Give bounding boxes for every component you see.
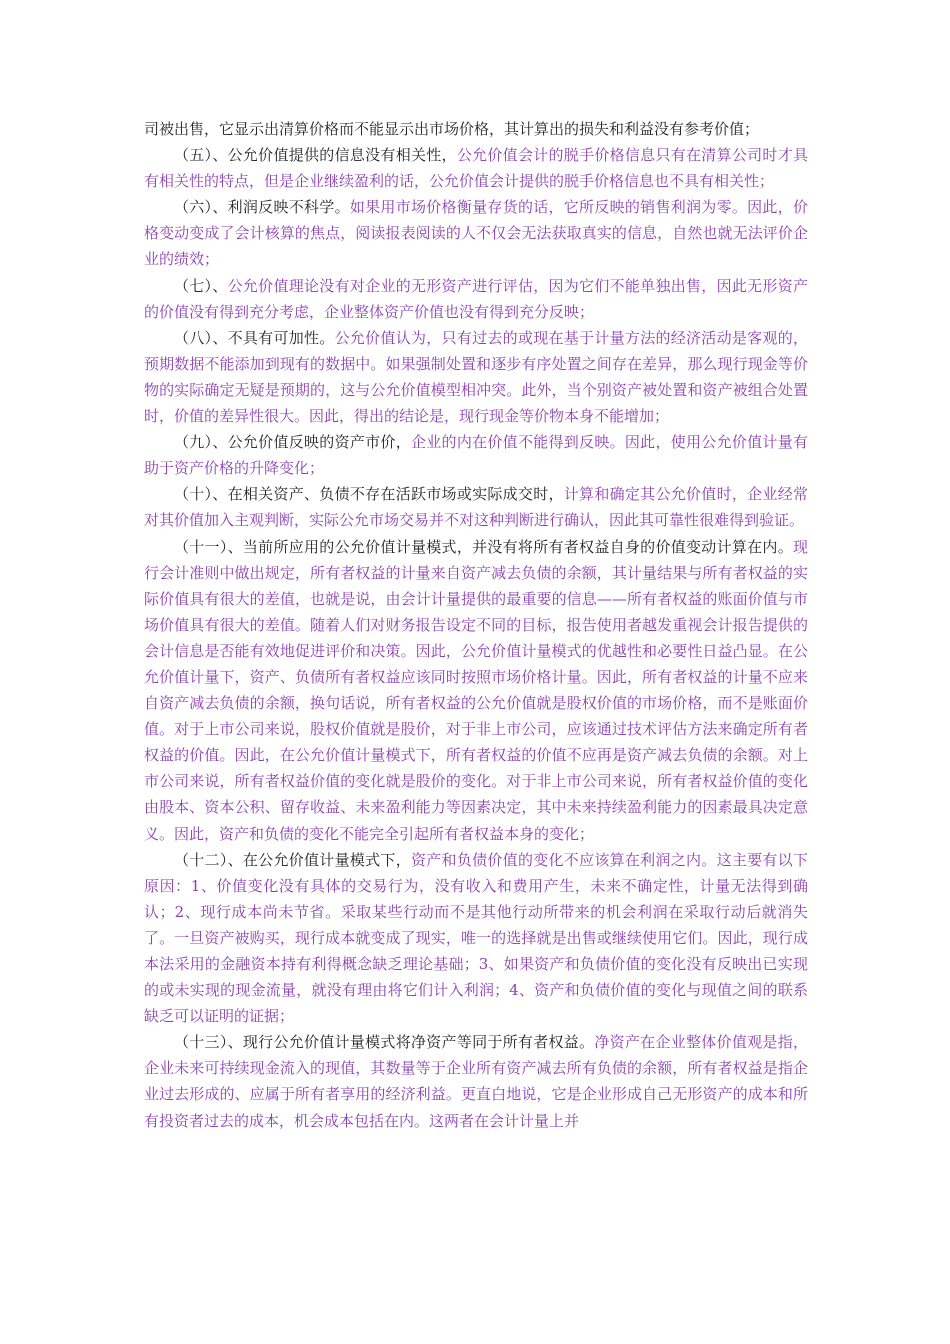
paragraph-body: 现行会计准则中做出规定，所有者权益的计量来自资产减去负债的余额，其计量结果与所有者权益的实际价值具有很大的差值，也就是说，由会计计量提供的最重要的信息——所有者权益的账面价值与市场价值具有很大的差值。随着人们对财务报告设定不同的目标，报告使用者越发重视会计报告提供的会计信息是否能有效地促进评价和决策。因此，公允价值计量模式的优越性和必要性日益凸显。在公允价值计量下，资产、负债所有者权益应该同时按照市场价格计量。因此，所有者权益的计量不应来自资产减去负债的余额，换句话说，所有者权益的公允价值就是股权价值的市场价格，而不是账面价值。对于上市公司来说，股权价值就是股价，对于非上市公司，应该通过技术评估方法来确定所有者权益的价值。因此，在公允价值计量模式下，所有者权益的价值不应再是资产减去负债的余额。对上市公司来说，所有者权益价值的变化就是股价的变化。对于非上市公司来说，所有者权益价值的变化由股本、资本公积、留存收益、未来盈利能力等因素决定，其中未来持续盈利能力的因素最具决定意义。因此，资产和负债的变化不能完全引起所有者权益本身的变化； [144,537,808,843]
paragraph-body: 公允价值会计的脱手价格信息只有在清算公司时才具有相关性的特点，但是企业继续盈利的话，公允价值会计提供的脱手价格信息也不具有相关性； [144,146,808,191]
paragraph-item-11 [144,534,808,847]
paragraph-body: 如果用市场价格衡量存货的话，它所反映的销售利润为零。因此，价格变动变成了会计核算的焦点，阅读报表阅读的人不仅会无法获取真实的信息，自然也就无法评价企业的绩效； [144,198,808,269]
paragraph-item-8 [144,325,808,429]
paragraph-lead: 司被出售，它显示出清算价格而不能显示出市场价格，其计算出的损失和利益没有参考价值； [144,120,760,138]
paragraph-lead: （十）、在相关资产、负债不存在活跃市场或实际成交时， [174,485,564,504]
paragraph-lead: （十三）、现行公允价值计量模式将净资产等同于所有者权益。 [174,1033,595,1052]
paragraph-lead: （六）、利润反映不科学。 [174,198,350,217]
paragraph-body: 企业的内在价值不能得到反映。因此，使用公允价值计量有助于资产价格的升降变化； [144,433,808,478]
paragraph-body: 公允价值认为，只有过去的或现在基于计量方法的经济活动是客观的，预期数据不能添加到现有的数据中。如果强制处置和逐步有序处置之间存在差异，那么现行现金等价物的实际确定无疑是预期的，这与公允价值模型相冲突。此外，当个别资产被处置和资产被组合处置时，价值的差异性很大。因此，得出的结论是，现行现金等价物本身不能增加； [144,328,808,426]
paragraph-item-10 [144,481,808,533]
paragraph-body: 资产和负债价值的变化不应该算在利润之内。这主要有以下原因：1、价值变化没有具体的交易行为，没有收入和费用产生，未来不确定性，计量无法得到确认；2、现行成本尚未节省。采取某些行动而不是其他行动所带来的机会利润在采取行动后就消失了。一旦资产被购买，现行成本就变成了现实，唯一的选择就是出售或继续使用它们。因此，现行成本法采用的金融资本持有利得概念缺乏理论基础；3、如果资产和负债价值的变化没有反映出已实现的或未实现的现金流量，就没有理由将它们计入利润；4、资产和负债价值的变化与现值之间的联系缺乏可以证明的证据； [144,850,808,1026]
paragraph-item-7 [144,273,808,325]
paragraph-body: 公允价值理论没有对企业的无形资产进行评估，因为它们不能单独出售，因此无形资产的价值没有得到充分考虑，企业整体资产价值也没有得到充分反映； [144,276,808,321]
paragraph-item-9 [144,429,808,481]
paragraph-lead: （九）、公允价值反映的资产市价， [174,433,411,452]
paragraph-item-13 [144,1029,808,1133]
paragraph-body: 净资产在企业整体价值观是指，企业未来可持续现金流入的现值，其数量等于企业所有资产减去所有负债的余额，所有者权益是指企业过去形成的、应属于所有者享用的经济利益。更直白地说，它是企业形成自己无形资产的成本和所有投资者过去的成本，机会成本包括在内。这两者在会计计量上并 [144,1033,808,1130]
paragraph-item-6 [144,194,808,272]
paragraph-lead: （八）、不具有可加性。 [174,328,335,347]
paragraph-item-12 [144,847,808,1030]
paragraph-continuation [144,116,808,142]
document-page [144,116,808,1134]
paragraph-item-5 [144,142,808,194]
paragraph-lead: （十一）、当前所应用的公允价值计量模式，并没有将所有者权益自身的价值变动计算在内。 [174,537,793,556]
paragraph-body: 计算和确定其公允价值时，企业经常对其价值加入主观判断，实际公允市场交易并不对这种判断进行确认，因此其可靠性很难得到验证。 [144,485,808,530]
paragraph-lead: （五）、公允价值提供的信息没有相关性， [174,146,457,165]
paragraph-lead: （七）、 [174,276,228,295]
paragraph-lead: （十二）、在公允价值计量模式下， [174,850,411,869]
